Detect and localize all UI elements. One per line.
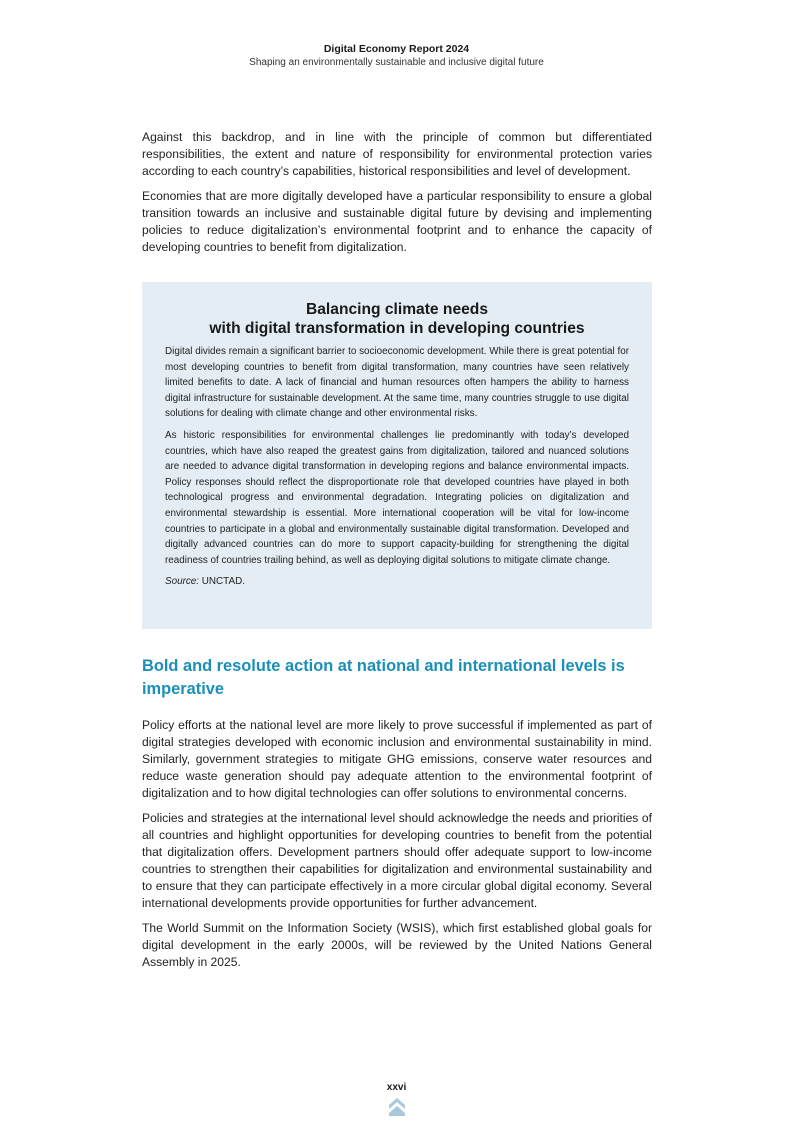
section-paragraph: Policy efforts at the national level are more likely to prove successful if implemented as part of digital strategies developed with economic inclusion and environmental sustainability in mind. Similarly, government strategies to mitigate GHG emissions, conserve water resources and reduce waste generation should pay adequate attention to the environmental footprint of digitalization and to how digital technologies can offer solutions to environmental concerns.	[142, 718, 652, 800]
report-title: Digital Economy Report 2024	[323, 43, 470, 55]
page-footer	[0, 1082, 793, 1116]
section-paragraph: The World Summit on the Information Society (WSIS), which first established global goals for digital development in the early 2000s, will be reviewed by the United Nations General Assembly in 2025.	[142, 921, 652, 969]
callout-title-line1: Balancing climate needs	[306, 301, 488, 318]
callout-source	[165, 574, 629, 589]
double-chevron-up-icon[interactable]	[388, 1096, 406, 1116]
report-subtitle: Shaping an environmentally sustainable and inclusive digital future	[249, 57, 544, 68]
callout-title-line2: with digital transformation in developing countries	[209, 320, 585, 337]
callout-box	[142, 282, 652, 629]
callout-paragraph: As historic responsibilities for environmental challenges lie predominantly with today’s developed countries, which have also reaped the greatest gains from digitalization, tailored and nuanced solutions are needed to advance digital transformation in developing regions and balance environmental impacts. Policy responses should reflect the disproportionate role that developed countries have played in both technological progress and environmental degradation. Integrating policies on digitalization and environmental stewardship is essential. More international cooperation will be vital for low-income countries to participate in a global and environmentally sustainable digital transformation. Developed and digitally advanced countries can do more to support capacity-building for strengthening the digital readiness of countries trailing behind, as well as deploying digital solutions to mitigate climate change.	[165, 429, 629, 566]
intro-text	[142, 129, 652, 264]
callout-title	[165, 300, 629, 338]
source-value: UNCTAD.	[199, 576, 245, 588]
page-header	[0, 42, 793, 70]
section-paragraph: Policies and strategies at the international level should acknowledge the needs and priorities of all countries and highlight opportunities for developing countries to benefit from the potential that digitalization offers. Development partners should offer adequate support to low-income countries to strengthen their capabilities for digitalization and environmental sustainability and to ensure that they can participate effectively in a more circular global digital economy. Several international developments provide opportunities for further advancement.	[142, 811, 652, 910]
source-label: Source:	[165, 576, 200, 588]
section-text	[142, 717, 652, 979]
callout-paragraph: Digital divides remain a significant barrier to socioeconomic development. While there is great potential for most developing countries to benefit from digital transformation, many countries have seen relatively limited benefits to date. A lack of financial and human resources often hampers the ability to harness digital infrastructure for sustainable development. At the same time, many countries struggle to use digital solutions for dealing with climate change and other environmental risks.	[165, 346, 629, 420]
intro-paragraph: Economies that are more digitally developed have a particular responsibility to ensure a global transition towards an inclusive and sustainable digital future by devising and implementing policies to reduce digitalization’s environmental footprint and to enhance the capacity of developing countries to benefit from digitalization.	[142, 189, 652, 254]
page-number: xxvi	[386, 1082, 407, 1093]
section-heading: Bold and resolute action at national and international levels is imperative	[142, 657, 625, 698]
intro-paragraph: Against this backdrop, and in line with the principle of common but differentiated responsibilities, the extent and nature of responsibility for environmental protection varies according to each country’s capabilities, historical responsibilities and level of development.	[142, 130, 652, 178]
